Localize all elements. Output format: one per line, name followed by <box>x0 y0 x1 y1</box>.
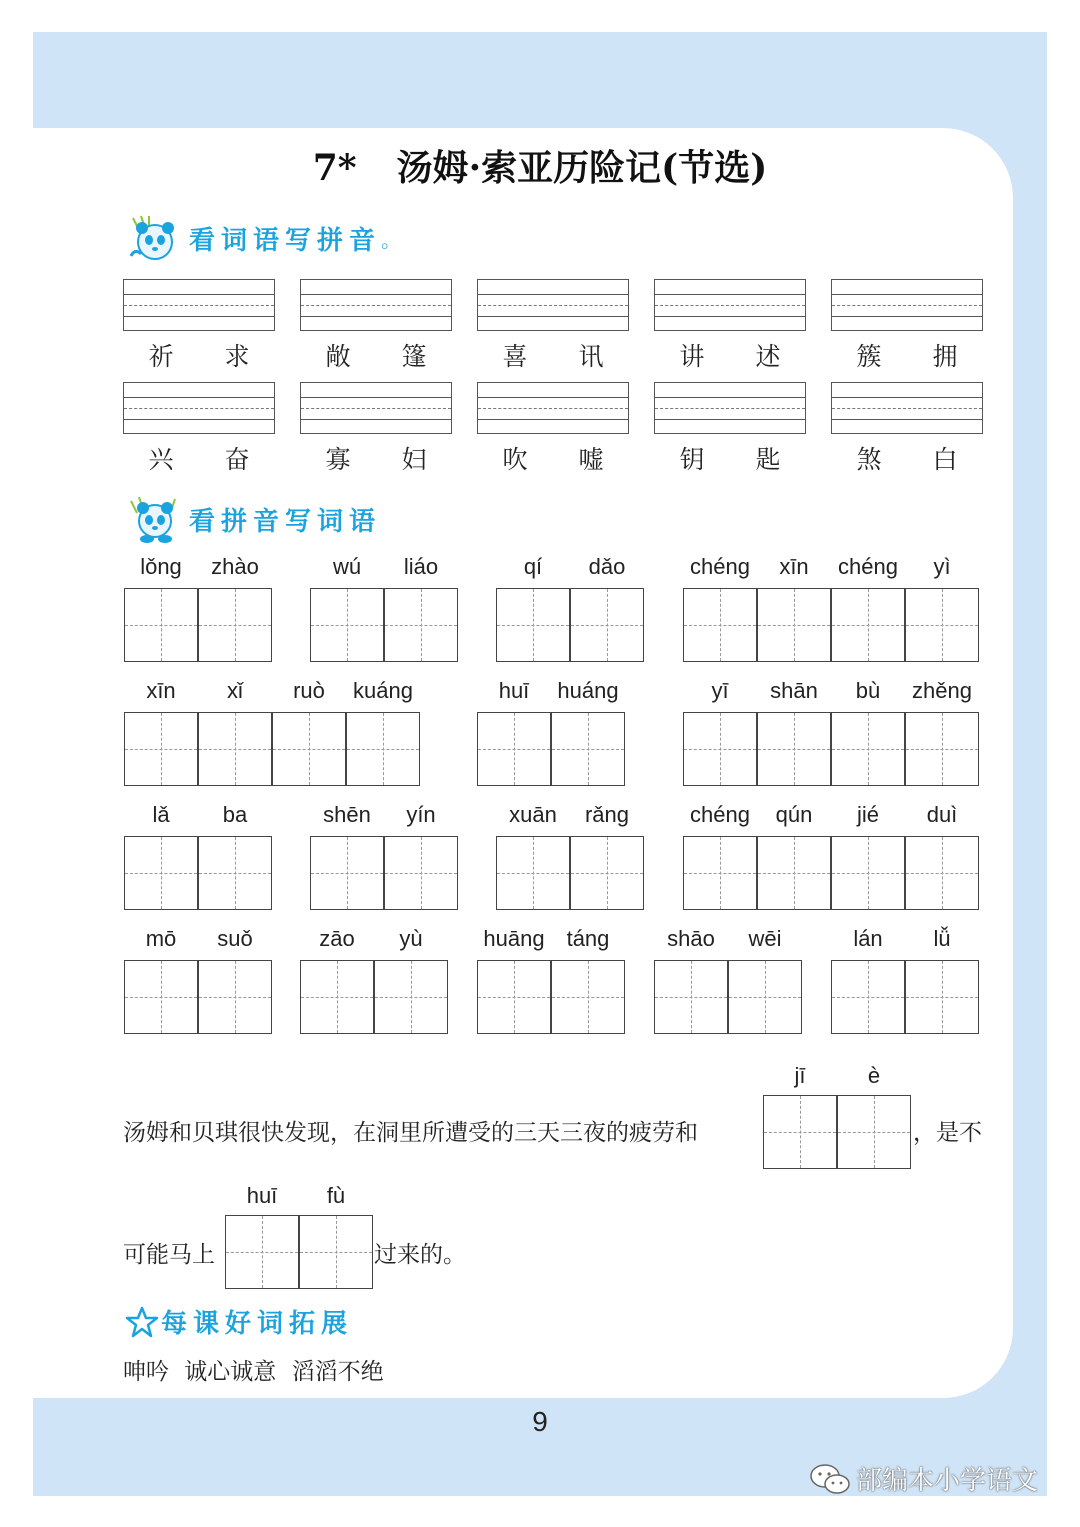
character-writing-box[interactable] <box>124 712 198 786</box>
pinyin-syllable: lán <box>853 926 883 951</box>
pinyin-syllable: rǎng <box>584 802 630 827</box>
blank1-box-2[interactable] <box>837 1095 911 1169</box>
pinyin-syllable: suǒ <box>217 926 253 951</box>
word-character: 求 <box>224 342 250 371</box>
character-writing-box[interactable] <box>905 712 979 786</box>
word-characters <box>123 337 275 373</box>
pinyin-syllable: shēn <box>323 802 371 827</box>
character-writing-box[interactable] <box>124 588 198 662</box>
word-character: 妇 <box>401 445 427 474</box>
character-writing-box[interactable] <box>683 712 757 786</box>
blank2-box-2[interactable] <box>299 1215 373 1289</box>
section3-heading-text: 每课好词拓展 <box>161 1309 354 1339</box>
character-writing-box[interactable] <box>300 960 374 1034</box>
pinyin-syllable: lǚ <box>933 926 951 951</box>
pinyin-syllable: wēi <box>748 926 782 951</box>
word-characters <box>300 440 452 476</box>
blank2-pinyin-1: huī <box>246 1183 278 1208</box>
character-writing-box[interactable] <box>310 836 384 910</box>
word-character: 匙 <box>755 445 781 474</box>
sentence-part4: 过来的。 <box>374 1242 466 1268</box>
pinyin-syllable: chéng <box>690 802 750 827</box>
word-character: 奋 <box>224 445 250 474</box>
pinyin-syllable: qún <box>775 802 813 827</box>
character-writing-box[interactable] <box>905 836 979 910</box>
character-writing-box[interactable] <box>683 588 757 662</box>
pinyin-syllable: lǎ <box>152 802 170 827</box>
pinyin-syllable: zhěng <box>912 678 972 703</box>
word-character: 讯 <box>578 342 604 371</box>
character-writing-box[interactable] <box>831 588 905 662</box>
pinyin-writing-box[interactable] <box>831 382 983 434</box>
character-writing-box[interactable] <box>831 836 905 910</box>
pinyin-syllable: chéng <box>690 554 750 579</box>
character-writing-box[interactable] <box>905 588 979 662</box>
character-writing-box[interactable] <box>757 588 831 662</box>
section2-heading-text: 看拼音写词语 <box>189 506 382 537</box>
lesson-title-text: 汤姆·索亚历险记(节选) <box>396 147 768 189</box>
word-characters <box>831 337 983 373</box>
wechat-icon <box>808 1461 852 1497</box>
character-writing-box[interactable] <box>551 712 625 786</box>
character-writing-box[interactable] <box>346 712 420 786</box>
pinyin-syllable: táng <box>566 926 610 951</box>
character-writing-box[interactable] <box>496 836 570 910</box>
blank1-pinyin-2: è <box>867 1063 881 1088</box>
word-characters <box>477 337 629 373</box>
pinyin-syllable: huáng <box>557 678 619 703</box>
character-writing-box[interactable] <box>124 836 198 910</box>
star-icon <box>125 1305 159 1339</box>
blank1-pinyin-1: jī <box>794 1063 806 1088</box>
word-characters <box>477 440 629 476</box>
character-writing-box[interactable] <box>198 836 272 910</box>
word-character: 煞 <box>856 445 882 474</box>
blank1-box-1[interactable] <box>763 1095 837 1169</box>
pinyin-writing-box[interactable] <box>123 382 275 434</box>
pinyin-syllable: ruò <box>293 678 325 703</box>
pinyin-syllable: mō <box>145 926 177 951</box>
pinyin-syllable: shāo <box>667 926 715 951</box>
word-characters <box>300 337 452 373</box>
blank2-box-1[interactable] <box>225 1215 299 1289</box>
word-character: 白 <box>932 445 958 474</box>
character-writing-box[interactable] <box>654 960 728 1034</box>
pinyin-syllable: zhào <box>211 554 259 579</box>
pinyin-syllable: huāng <box>483 926 545 951</box>
character-writing-box[interactable] <box>198 712 272 786</box>
pinyin-syllable: yì <box>933 554 951 579</box>
word-character: 敞 <box>325 342 351 371</box>
word-character: 喜 <box>502 342 528 371</box>
panda-icon <box>125 493 183 545</box>
word-character: 祈 <box>148 342 174 371</box>
word-characters <box>654 440 806 476</box>
character-writing-box[interactable] <box>831 712 905 786</box>
pinyin-syllable: xīn <box>146 678 176 703</box>
word-character: 兴 <box>148 445 174 474</box>
lesson-number: 7* <box>312 147 357 189</box>
pinyin-syllable: duì <box>926 802 958 827</box>
pinyin-syllable: huī <box>498 678 530 703</box>
word-character: 钥 <box>679 445 705 474</box>
pinyin-syllable: chéng <box>838 554 898 579</box>
watermark <box>808 1460 1038 1497</box>
word-character: 拥 <box>932 342 958 371</box>
pinyin-syllable: yù <box>399 926 423 951</box>
pinyin-syllable: liáo <box>403 554 439 579</box>
sentence-part2: ，是不 <box>913 1120 982 1146</box>
word-character: 寡 <box>325 445 351 474</box>
pinyin-writing-box[interactable] <box>477 382 629 434</box>
pinyin-syllable: bù <box>855 678 881 703</box>
pinyin-syllable: wú <box>332 554 362 579</box>
character-writing-box[interactable] <box>905 960 979 1034</box>
character-writing-box[interactable] <box>683 836 757 910</box>
pinyin-syllable: qí <box>523 554 543 579</box>
pinyin-syllable: lǒng <box>140 554 182 579</box>
character-writing-box[interactable] <box>198 960 272 1034</box>
character-writing-box[interactable] <box>570 588 644 662</box>
section1-heading-text: 看词语写拼音 <box>189 225 382 256</box>
character-writing-box[interactable] <box>757 712 831 786</box>
pinyin-syllable: yī <box>711 678 729 703</box>
pinyin-syllable: xuān <box>509 802 557 827</box>
pinyin-syllable: jié <box>856 802 879 827</box>
character-writing-box[interactable] <box>124 960 198 1034</box>
character-writing-box[interactable] <box>570 836 644 910</box>
word-characters <box>831 440 983 476</box>
section1-heading <box>125 212 401 264</box>
pinyin-syllable: shān <box>770 678 818 703</box>
pinyin-writing-box[interactable] <box>123 279 275 331</box>
word-character: 吹 <box>502 445 528 474</box>
character-writing-box[interactable] <box>757 836 831 910</box>
pinyin-syllable: kuáng <box>353 678 413 703</box>
word-character: 簇 <box>856 342 882 371</box>
word-characters <box>654 337 806 373</box>
character-writing-box[interactable] <box>477 712 551 786</box>
pinyin-syllable: xīn <box>779 554 809 579</box>
character-writing-box[interactable] <box>831 960 905 1034</box>
pinyin-syllable: xǐ <box>227 678 243 703</box>
pinyin-syllable: yín <box>406 802 436 827</box>
blank2-pinyin-2: fù <box>326 1183 346 1208</box>
heading-dot: 。 <box>381 227 402 252</box>
pinyin-writing-box[interactable] <box>831 279 983 331</box>
word-character: 讲 <box>679 342 705 371</box>
pinyin-writing-box[interactable] <box>300 279 452 331</box>
character-writing-box[interactable] <box>477 960 551 1034</box>
character-writing-box[interactable] <box>310 588 384 662</box>
word-characters <box>123 440 275 476</box>
section2-heading <box>125 493 381 545</box>
pinyin-writing-box[interactable] <box>654 279 806 331</box>
character-writing-box[interactable] <box>551 960 625 1034</box>
page-number: 9 <box>532 1406 548 1437</box>
character-writing-box[interactable] <box>496 588 570 662</box>
pinyin-syllable: ba <box>222 802 248 827</box>
watermark-text: 部编本小学语文 <box>856 1466 1039 1496</box>
word-character: 述 <box>755 342 781 371</box>
word-character: 篷 <box>401 342 427 371</box>
sentence-part1: 汤姆和贝琪很快发现，在洞里所遭受的三天三夜的疲劳和 <box>123 1120 698 1146</box>
section3-heading <box>125 1303 353 1340</box>
pinyin-writing-box[interactable] <box>654 382 806 434</box>
character-writing-box[interactable] <box>384 836 458 910</box>
sentence-part3: 可能马上 <box>123 1242 215 1268</box>
lesson-title <box>0 140 1080 191</box>
word-character: 嘘 <box>578 445 604 474</box>
character-writing-box[interactable] <box>728 960 802 1034</box>
pinyin-syllable: zāo <box>319 926 355 951</box>
character-writing-box[interactable] <box>374 960 448 1034</box>
panda-icon <box>125 212 183 264</box>
pinyin-writing-box[interactable] <box>477 279 629 331</box>
character-writing-box[interactable] <box>272 712 346 786</box>
pinyin-syllable: dǎo <box>588 554 626 579</box>
character-writing-box[interactable] <box>384 588 458 662</box>
pinyin-writing-box[interactable] <box>300 382 452 434</box>
character-writing-box[interactable] <box>198 588 272 662</box>
extension-words: 呻吟 诚心诚意 滔滔不绝 <box>123 1359 384 1385</box>
